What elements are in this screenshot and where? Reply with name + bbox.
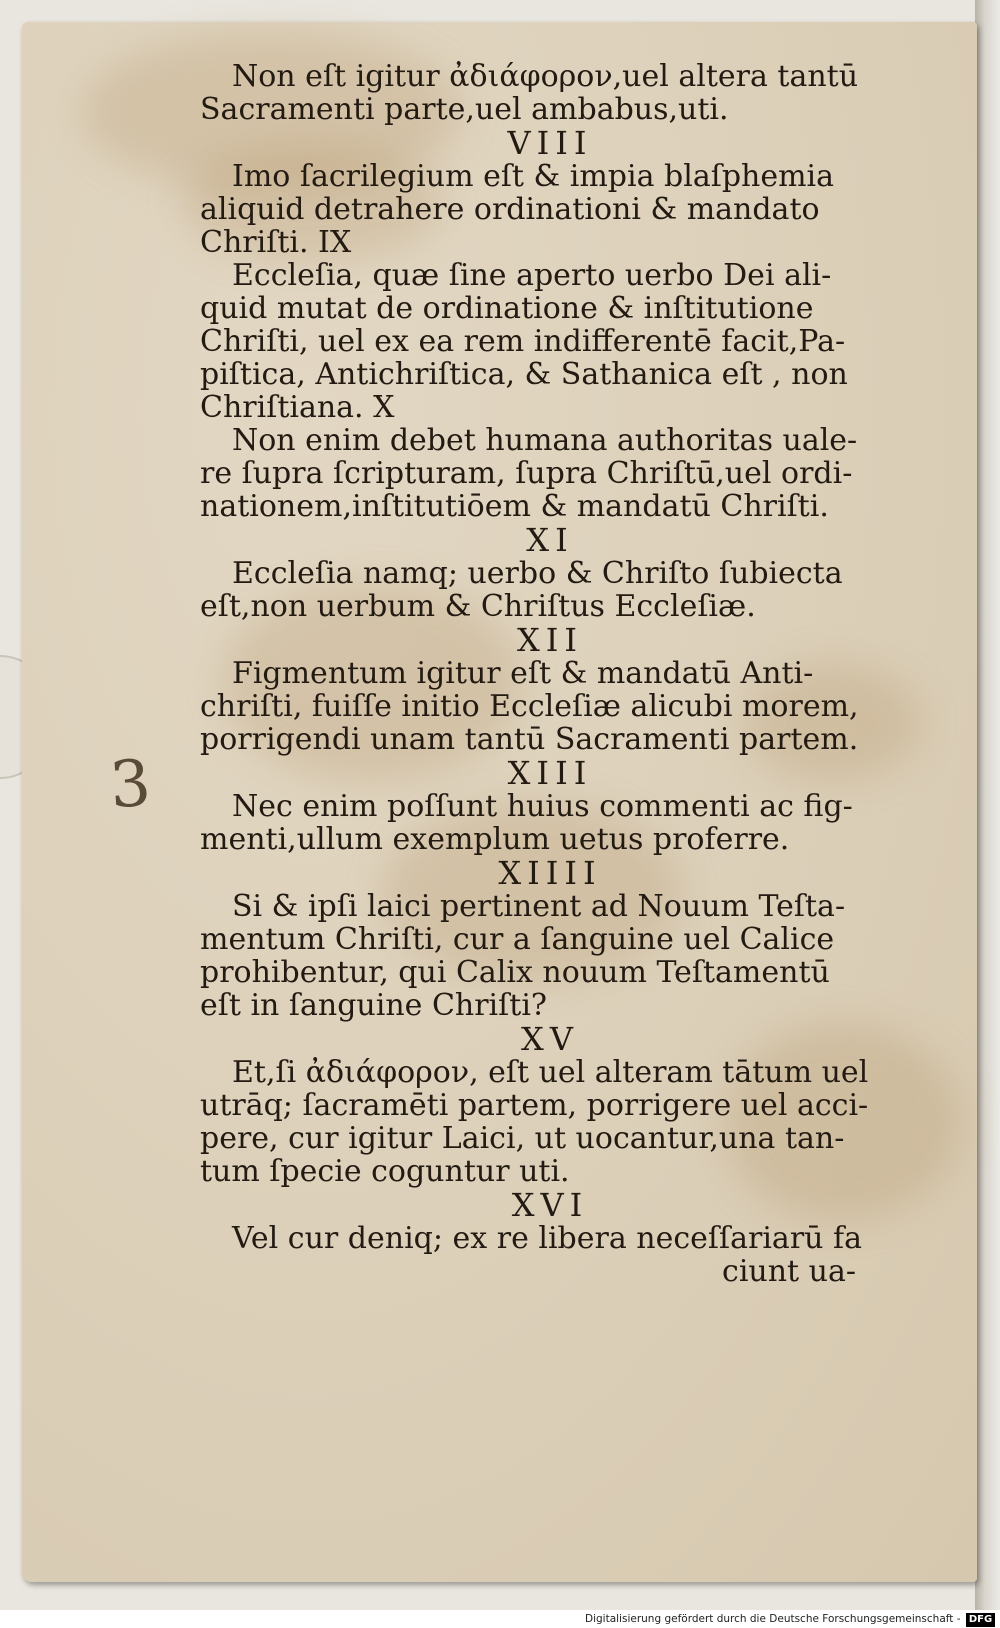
text-line: Chriſti, uel ex ea rem indifferentē facit,Pa-: [200, 325, 846, 358]
section-numeral: XI: [526, 521, 574, 559]
page-text: [200, 60, 900, 1288]
text-line: Vel cur deniq; ex re libera neceſſariarū fa: [232, 1222, 862, 1255]
text-line: tum ſpecie coguntur uti.: [200, 1155, 570, 1188]
text-line: eſt in ſanguine Chriſti?: [200, 989, 547, 1022]
text-line: Si & ipſi laici pertinent ad Nouum Teſta-: [232, 890, 846, 923]
section-numeral: XVI: [511, 1186, 589, 1224]
text-line: pere, cur igitur Laici, ut uocantur,una tan-: [200, 1122, 845, 1155]
text-line: Eccleſia, quæ ſine aperto uerbo Dei ali-: [232, 259, 832, 292]
section-numeral: VIII: [507, 124, 593, 162]
section-numeral: XIII: [507, 754, 593, 792]
text-line: piſtica, Antichriſtica, & Sathanica eſt , non: [200, 358, 848, 391]
text-line: quid mutat de ordinatione & inſtitutione: [200, 292, 814, 325]
text-line: Nec enim poſſunt huius commenti ac fig-: [232, 790, 853, 823]
text-line: porrigendi unam tantū Sacramenti partem.: [200, 723, 859, 756]
text-line: Imo ſacrilegium eſt & impia blaſphemia: [232, 160, 835, 193]
section-numeral: XII: [516, 621, 584, 659]
text-line: Figmentum igitur eſt & mandatū Anti-: [232, 657, 814, 690]
footer-credit: [585, 1611, 995, 1628]
text-line: Sacramenti parte,uel ambabus,uti.: [200, 93, 729, 126]
margin-annotation: 3: [107, 746, 154, 824]
text-line: utrāq; ſacramēti partem, porrigere uel acci-: [200, 1089, 869, 1122]
section-numeral: XV: [521, 1020, 579, 1058]
page-edge: [975, 0, 1000, 1610]
text-line: Eccleſia namq; uerbo & Chriſto ſubiecta: [232, 557, 843, 590]
text-line: Non eſt igitur ἀδιάφορον,uel altera tantū: [232, 60, 859, 93]
text-line: re ſupra ſcripturam, ſupra Chriſtū,uel ordi-: [200, 457, 853, 490]
catchword: ciunt ua-: [722, 1255, 856, 1288]
text-line: Chriſti. IX: [200, 226, 352, 259]
text-line: aliquid detrahere ordinationi & mandato: [200, 193, 820, 226]
text-line: Chriſtiana. X: [200, 391, 395, 424]
text-line: Non enim debet humana authoritas uale-: [232, 424, 858, 457]
text-line: eſt,non uerbum & Chriſtus Eccleſiæ.: [200, 590, 756, 623]
text-line: menti,ullum exemplum uetus proferre.: [200, 823, 790, 856]
text-line: mentum Chriſti, cur a ſanguine uel Calice: [200, 923, 835, 956]
section-numeral: XIIII: [498, 854, 602, 892]
text-line: chriſti, fuiſſe initio Eccleſiæ alicubi morem,: [200, 690, 859, 723]
text-line: prohibentur, qui Calix nouum Teſtamentū: [200, 956, 830, 989]
footer-text: Digitalisierung gefördert durch die Deutsche Forschungsgemeinschaft -: [585, 1613, 961, 1625]
text-line: nationem,inſtitutiōem & mandatū Chriſti.: [200, 490, 829, 523]
text-line: Et,ſi ἀδιάφορον, eſt uel alteram tātum uel: [232, 1056, 869, 1089]
dfg-logo: DFG: [966, 1613, 995, 1627]
